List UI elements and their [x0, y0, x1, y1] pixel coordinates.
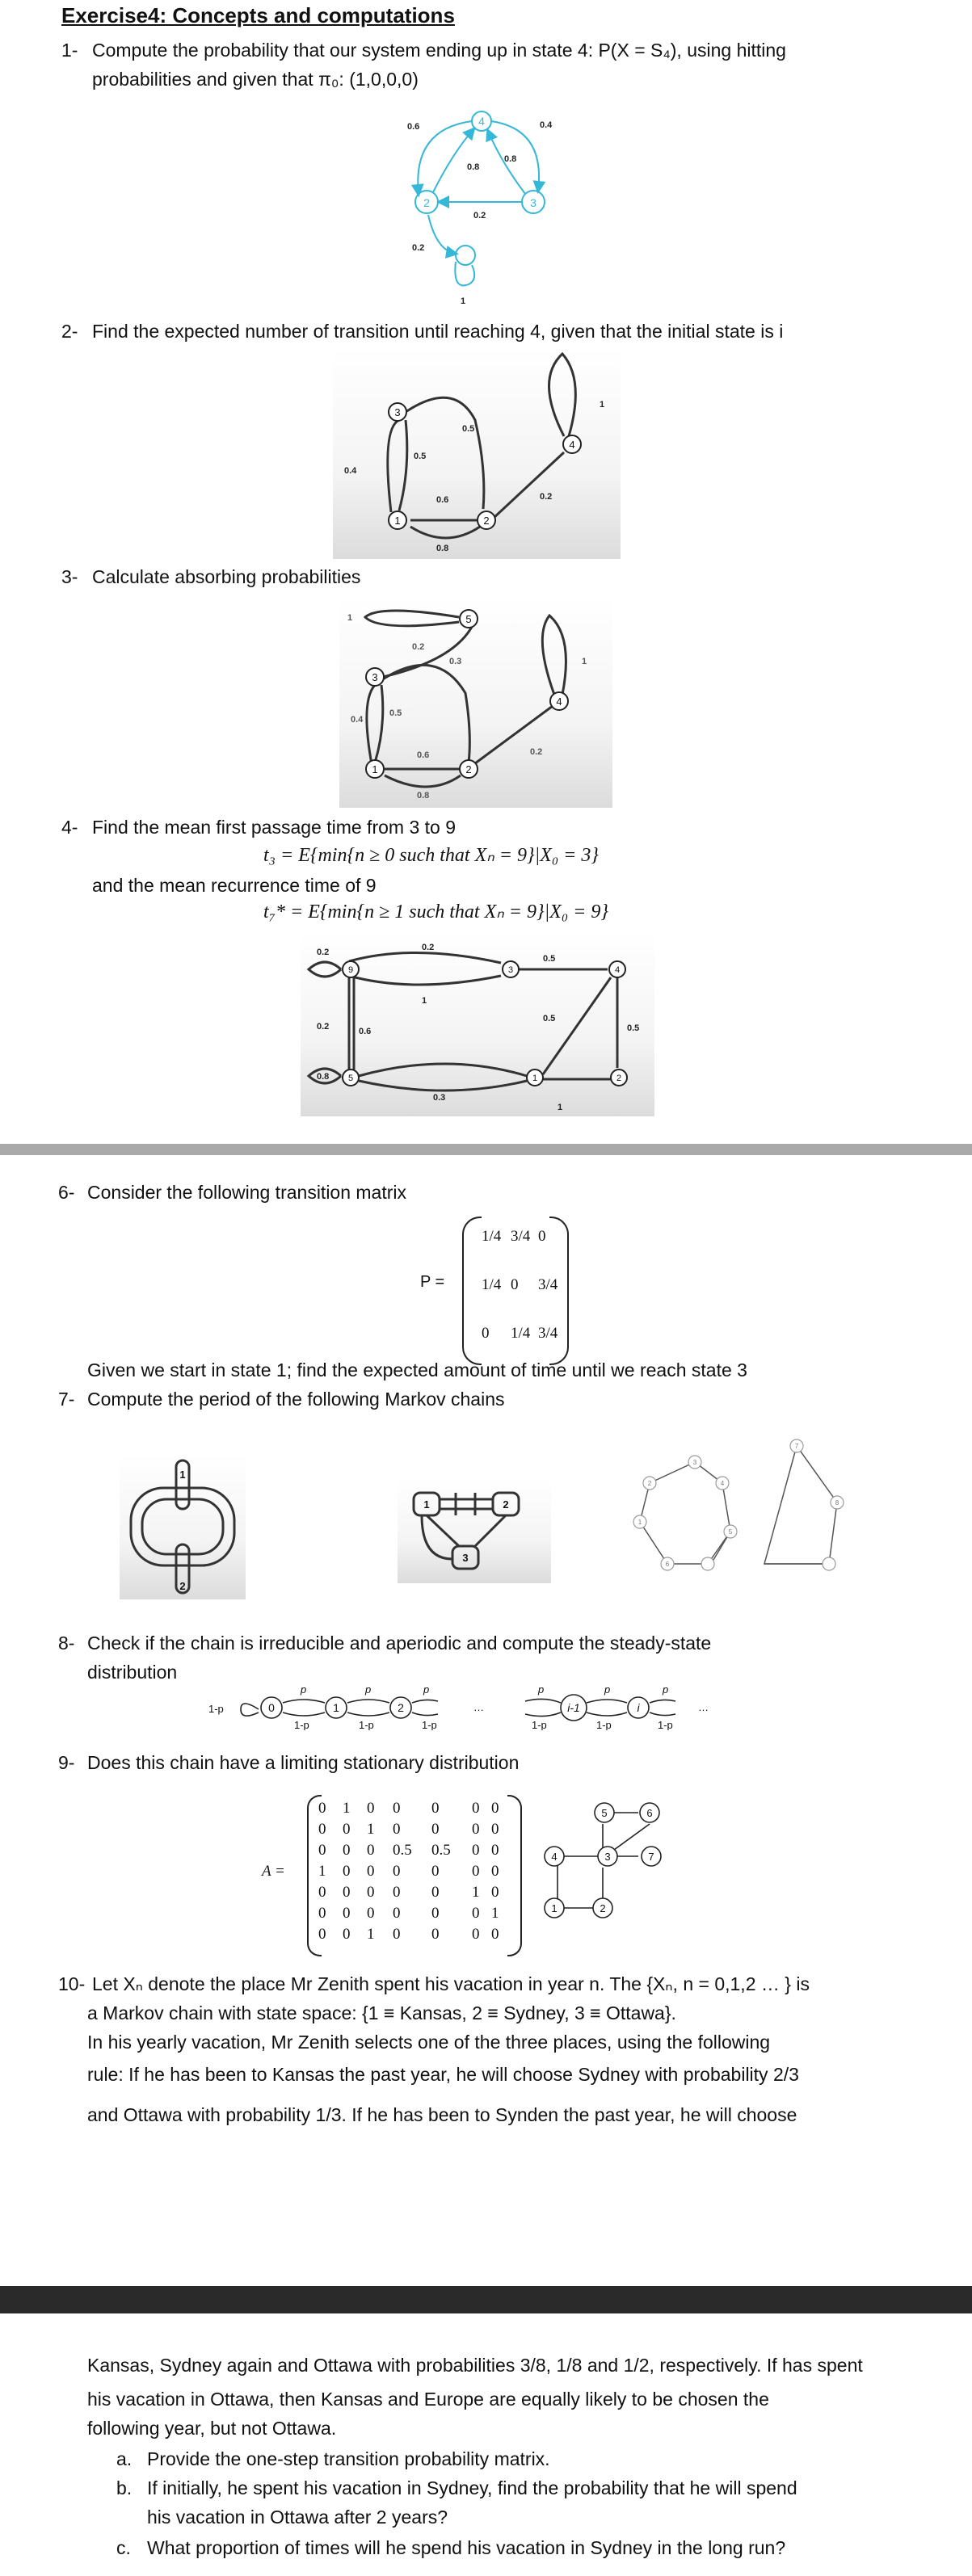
- q10-p2-line3: following year, but not Ottawa.: [87, 2418, 337, 2439]
- matrix-cell: 0: [318, 1926, 326, 1943]
- matrix-cell: 3/4: [511, 1228, 531, 1245]
- matrix-cell: 0: [472, 1926, 480, 1943]
- matrix-cell: 0: [367, 1842, 375, 1859]
- q8-p-label: p: [423, 1683, 430, 1696]
- q7-chain-c-node: 3: [692, 1459, 697, 1466]
- matrix-cell: 1/4: [482, 1228, 502, 1245]
- q2-prob-label: 0.4: [344, 466, 357, 476]
- matrix-cell: 0: [491, 1842, 499, 1859]
- q4-prob-label: 0.5: [543, 954, 556, 964]
- q1-prob-label: 0.6: [407, 122, 420, 132]
- q1-prob-label: 0.2: [412, 243, 425, 253]
- q7-number: 7-: [58, 1389, 75, 1410]
- q4-prob-label: 0.6: [359, 1027, 372, 1036]
- q9-node-label: 5: [601, 1807, 608, 1819]
- q2-prob-label: 1: [600, 400, 605, 410]
- q9-matrix: [262, 1795, 528, 1956]
- q6-text: Consider the following transition matrix: [87, 1182, 407, 1203]
- q7-chain-b-node: 3: [462, 1552, 469, 1564]
- q7-chain-a-node: 1: [179, 1469, 186, 1481]
- q10-item-text: If initially, he spent his vacation in Sydney, find the probability that he will spend: [147, 2477, 797, 2498]
- q9-matrix-label: A =: [262, 1863, 285, 1880]
- q7-chain-c-node: 6: [665, 1561, 670, 1568]
- q3-prob-label: 0.3: [449, 657, 462, 666]
- q7-chain-c-node: 1: [637, 1519, 642, 1526]
- q8-birth-death-chain: [205, 1682, 722, 1730]
- q1-number: 1-: [61, 40, 78, 61]
- q7-chain-c: [627, 1430, 845, 1599]
- matrix-cell: 1/4: [511, 1325, 531, 1342]
- q4-equation-recurrence: t₇* = E{min{n ≥ 1 such that Xₙ = 9}|X₀ = 9}: [263, 901, 608, 922]
- q2-node-label: 2: [483, 515, 490, 527]
- q3-node-label: 3: [372, 671, 378, 683]
- q8-p-label: p: [663, 1683, 669, 1696]
- matrix-cell: 0: [491, 1821, 499, 1838]
- matrix-cell: 0: [431, 1821, 440, 1838]
- q8-line1: Check if the chain is irreducible and aperiodic and compute the steady-state: [87, 1633, 712, 1654]
- q3-prob-label: 0.5: [389, 708, 402, 718]
- q4-node-label: 1: [532, 1074, 538, 1083]
- matrix-cell: 0: [393, 1884, 401, 1901]
- matrix-cell: 0: [367, 1884, 375, 1901]
- q3-text: Calculate absorbing probabilities: [92, 566, 361, 587]
- matrix-cell: 0: [511, 1276, 519, 1293]
- q9-node-label: 6: [646, 1807, 653, 1819]
- q7-chain-c-node: 2: [647, 1480, 652, 1487]
- matrix-cell: 0: [472, 1905, 480, 1922]
- q2-prob-label: 0.5: [462, 424, 475, 434]
- q3-node-label: 2: [465, 763, 472, 775]
- matrix-cell: 0: [393, 1800, 401, 1817]
- q9-node-label: 7: [648, 1851, 654, 1863]
- q8-ellipsis: …: [698, 1701, 709, 1713]
- q4-node-label: 5: [347, 1074, 354, 1083]
- matrix-cell: 0: [472, 1842, 480, 1859]
- matrix-cell: 0: [472, 1863, 480, 1880]
- q3-node-label: 1: [372, 763, 378, 775]
- matrix-cell: 0: [491, 1926, 499, 1943]
- matrix-cell: 0.5: [431, 1842, 451, 1859]
- matrix-cell: 3/4: [538, 1276, 558, 1293]
- matrix-cell: 0: [431, 1800, 440, 1817]
- q1-node-label: 3: [530, 196, 536, 209]
- matrix-cell: 0: [318, 1842, 326, 1859]
- matrix-cell: 0: [367, 1800, 375, 1817]
- q2-number: 2-: [61, 321, 78, 342]
- q3-node-label: 5: [465, 613, 472, 625]
- q7-chain-b-node: 1: [423, 1498, 430, 1511]
- q8-q-label: 1-p: [658, 1719, 673, 1730]
- q4-prob-label: 0.2: [422, 943, 435, 952]
- matrix-cell: 0: [343, 1821, 351, 1838]
- q3-prob-label: 1: [347, 613, 353, 623]
- matrix-cell: 0: [482, 1325, 490, 1342]
- q7-chain-a-node: 2: [179, 1580, 186, 1592]
- q10-p1-line1: Let Xₙ denote the place Mr Zenith spent his vacation in year n. The {Xₙ, n = 0,1,2 … } is: [92, 1973, 810, 1994]
- q1-line2: probabilities and given that π₀: (1,0,0,0): [92, 69, 419, 90]
- q8-q-label: 1-p: [596, 1719, 612, 1730]
- q4-node-label: 9: [347, 965, 354, 975]
- q7-chain-a: [120, 1454, 246, 1599]
- q8-state: i: [637, 1701, 640, 1714]
- q1-prob-label: 0.4: [540, 120, 553, 130]
- q7-chain-c-node: 7: [794, 1443, 799, 1450]
- q1-prob-label: 0.8: [504, 154, 517, 164]
- q3-prob-label: 1: [582, 657, 587, 666]
- q10-item-text: Provide the one-step transition probability matrix.: [147, 2448, 550, 2469]
- q8-line2: distribution: [87, 1662, 178, 1683]
- q3-diagram-panel: [339, 596, 612, 808]
- matrix-cell: 0: [393, 1926, 401, 1943]
- q4-node-label: 2: [616, 1074, 622, 1083]
- q7-text: Compute the period of the following Markov chains: [87, 1389, 505, 1410]
- q2-diagram: [333, 347, 621, 559]
- q8-p-label: p: [538, 1683, 545, 1696]
- matrix-cell: 0.5: [393, 1842, 412, 1859]
- q10-item-mark: b.: [116, 2477, 133, 2498]
- q4-diagram: [301, 931, 654, 1116]
- matrix-cell: 0: [367, 1905, 375, 1922]
- q4-line1: Find the mean first passage time from 3 to 9: [92, 817, 456, 838]
- matrix-cell: 0: [538, 1228, 546, 1245]
- q7-chain-b-node: 2: [503, 1498, 509, 1511]
- matrix-cell: 0: [472, 1821, 480, 1838]
- q8-ellipsis: …: [473, 1701, 484, 1713]
- q1-prob-label: 0.2: [473, 211, 486, 221]
- q8-state: 1: [333, 1701, 339, 1714]
- matrix-cell: 0: [491, 1863, 499, 1880]
- q4-prob-label: 1: [558, 1103, 563, 1112]
- q1-diagram: [372, 97, 582, 307]
- q2-prob-label: 0.8: [436, 544, 449, 553]
- q3-number: 3-: [61, 566, 78, 587]
- q9-number: 9-: [58, 1752, 75, 1773]
- q10-p1-line2: a Markov chain with state space: {1 ≡ Kansas, 2 ≡ Sydney, 3 ≡ Ottawa}.: [87, 2002, 676, 2023]
- q8-state: 0: [268, 1701, 275, 1714]
- q4-prob-label: 0.5: [543, 1014, 556, 1023]
- q10-p1-line4: rule: If he has been to Kansas the past year, he will choose Sydney with probability 2/3: [87, 2064, 799, 2085]
- q4-line2: and the mean recurrence time of 9: [92, 875, 377, 896]
- q9-diagram: [533, 1795, 695, 1956]
- q1-node-4: [456, 246, 475, 265]
- q10-number: 10-: [58, 1973, 86, 1994]
- q4-node-label: 4: [614, 965, 621, 975]
- q2-prob-label: 0.5: [414, 452, 427, 461]
- q2-prob-label: 0.6: [436, 495, 449, 505]
- q7-chain-c-node: 5: [728, 1528, 733, 1536]
- q6-matrix-bracket-left: [462, 1217, 482, 1365]
- matrix-cell: 0: [491, 1884, 499, 1901]
- q7-chain-b: [398, 1478, 551, 1583]
- matrix-cell: 1: [343, 1800, 351, 1817]
- q10-p1-line5: and Ottawa with probability 1/3. If he has been to Synden the past year, he will choose: [87, 2104, 797, 2125]
- matrix-cell: 0: [431, 1863, 440, 1880]
- q8-number: 8-: [58, 1633, 75, 1654]
- q4-diagram-panel: [301, 931, 654, 1116]
- q8-loop-label: 1-p: [208, 1703, 224, 1715]
- page-title: Exercise4: Concepts and computations: [61, 3, 455, 27]
- q7-chain-c-node: 8: [835, 1499, 839, 1507]
- matrix-cell: 1: [491, 1905, 499, 1922]
- q6-number: 6-: [58, 1182, 75, 1203]
- matrix-cell: 0: [318, 1800, 326, 1817]
- q10-item-text: his vacation in Ottawa after 2 years?: [147, 2507, 448, 2528]
- q8-state: i-1: [567, 1701, 580, 1714]
- q3-prob-label: 0.2: [530, 747, 543, 757]
- q7-chain-c-node: 4: [720, 1480, 725, 1487]
- matrix-cell: 0: [343, 1884, 351, 1901]
- matrix-cell: 3/4: [538, 1325, 558, 1342]
- q1-prob-label: 1: [461, 296, 466, 306]
- q10-item-text: What proportion of times will he spend his vacation in Sydney in the long run?: [147, 2537, 786, 2558]
- q9-text: Does this chain have a limiting stationary distribution: [87, 1752, 520, 1773]
- q4-node-label: 3: [507, 965, 514, 975]
- q10-item-mark: a.: [116, 2448, 133, 2469]
- q7-chain-a-panel: [120, 1454, 246, 1599]
- q3-node-label: 4: [556, 695, 562, 708]
- q8-p-label: p: [604, 1683, 611, 1696]
- q1-line1: Compute the probability that our system ending up in state 4: P(X = S₄), using hitting: [92, 40, 786, 61]
- q4-prob-label: 0.3: [433, 1093, 446, 1103]
- q1-node-label: 4: [478, 115, 485, 128]
- matrix-cell: 0: [343, 1842, 351, 1859]
- q1-prob-label: 0.8: [467, 162, 480, 172]
- matrix-cell: 0: [393, 1821, 401, 1838]
- q2-node-label: 4: [569, 439, 575, 451]
- q3-diagram: [339, 596, 612, 808]
- matrix-cell: 1: [367, 1821, 375, 1838]
- q4-prob-label: 0.5: [627, 1023, 640, 1033]
- q8-q-label: 1-p: [294, 1719, 309, 1730]
- q10-p2-line1: Kansas, Sydney again and Ottawa with probabilities 3/8, 1/8 and 1/2, respectively. If has spent: [87, 2355, 863, 2376]
- q8-q-label: 1-p: [359, 1719, 374, 1730]
- matrix-cell: 1: [367, 1926, 375, 1943]
- q2-node-label: 1: [394, 515, 401, 527]
- matrix-cell: 0: [431, 1884, 440, 1901]
- matrix-cell: 1/4: [482, 1276, 502, 1293]
- matrix-cell: 0: [431, 1926, 440, 1943]
- q9-node-label: 2: [600, 1902, 606, 1914]
- matrix-cell: 0: [343, 1905, 351, 1922]
- q4-equation-first-passage: t₃ = E{min{n ≥ 0 such that Xₙ = 9}|X₀ = 3}: [263, 845, 599, 866]
- q3-prob-label: 0.8: [417, 791, 430, 801]
- q8-p-label: p: [365, 1683, 372, 1696]
- q9-node-label: 4: [551, 1851, 558, 1863]
- q10-p1-line3: In his yearly vacation, Mr Zenith selects one of the three places, using the following: [87, 2032, 771, 2053]
- q9-node-label: 3: [604, 1851, 611, 1863]
- q4-prob-label: 0.2: [317, 948, 330, 957]
- q9-matrix-bracket-right: [507, 1795, 522, 1956]
- q4-number: 4-: [61, 817, 78, 838]
- page-separator: [0, 1144, 972, 1155]
- q9-node-label: 1: [551, 1902, 558, 1914]
- q1-node-label: 2: [423, 196, 430, 209]
- matrix-cell: 0: [472, 1800, 480, 1817]
- matrix-cell: 0: [318, 1905, 326, 1922]
- q4-prob-label: 0.2: [317, 1022, 330, 1032]
- matrix-cell: 0: [393, 1905, 401, 1922]
- matrix-cell: 0: [367, 1863, 375, 1880]
- matrix-cell: 0: [318, 1821, 326, 1838]
- matrix-cell: 1: [472, 1884, 480, 1901]
- matrix-cell: 0: [431, 1905, 440, 1922]
- matrix-cell: 0: [393, 1863, 401, 1880]
- q3-prob-label: 0.4: [351, 715, 364, 725]
- q7-chain-b-panel: [398, 1478, 551, 1583]
- q2-prob-label: 0.2: [540, 492, 553, 502]
- q4-prob-label: 0.8: [317, 1072, 330, 1082]
- q4-prob-label: 1: [422, 996, 427, 1006]
- matrix-cell: 1: [318, 1863, 326, 1880]
- q6-matrix-label: P =: [420, 1273, 445, 1291]
- page-separator-dark: [0, 2286, 972, 2313]
- matrix-cell: 0: [343, 1926, 351, 1943]
- q8-p-label: p: [301, 1683, 307, 1696]
- q10-p2-line2: his vacation in Ottawa, then Kansas and Europe are equally likely to be chosen the: [87, 2389, 769, 2410]
- q6-matrix: [420, 1208, 582, 1370]
- q8-q-label: 1-p: [422, 1719, 437, 1730]
- q2-diagram-panel: [333, 347, 621, 559]
- q10-item-mark: c.: [116, 2537, 131, 2558]
- matrix-cell: 0: [491, 1800, 499, 1817]
- q8-state: 2: [398, 1701, 404, 1714]
- q3-prob-label: 0.6: [417, 750, 430, 760]
- q2-node-label: 3: [394, 406, 401, 418]
- q8-q-label: 1-p: [532, 1719, 547, 1730]
- matrix-cell: 0: [343, 1863, 351, 1880]
- matrix-cell: 0: [318, 1884, 326, 1901]
- q2-text: Find the expected number of transition until reaching 4, given that the initial state is i: [92, 321, 784, 342]
- q3-prob-label: 0.2: [412, 642, 425, 652]
- q6-question: Given we start in state 1; find the expected amount of time until we reach state 3: [87, 1359, 747, 1380]
